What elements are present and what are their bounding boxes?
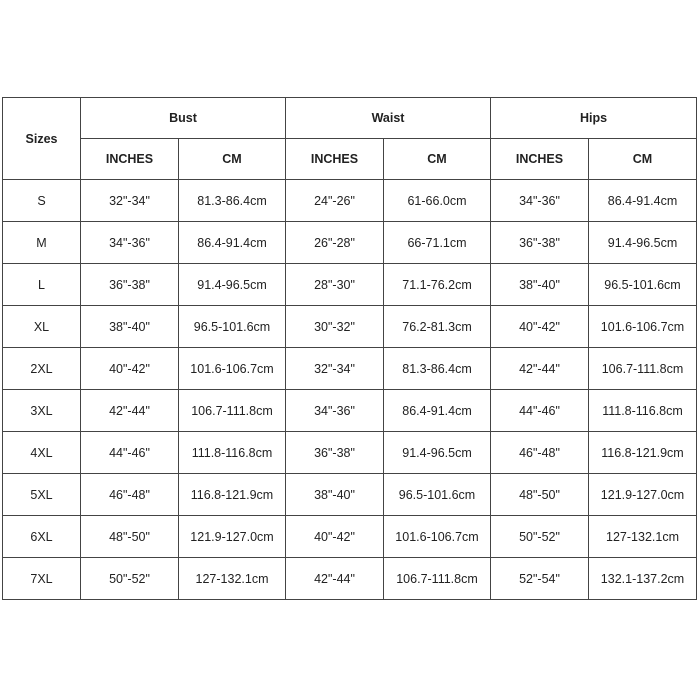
waist-header: Waist — [286, 98, 491, 139]
bust-cm-cell: 121.9-127.0cm — [179, 516, 286, 558]
waist-cm-cell: 101.6-106.7cm — [384, 516, 491, 558]
bust-cm-header: CM — [179, 139, 286, 180]
bust-inches-cell: 46"-48" — [81, 474, 179, 516]
waist-inches-cell: 26"-28" — [286, 222, 384, 264]
waist-inches-cell: 42"-44" — [286, 558, 384, 600]
table-row — [3, 432, 697, 474]
waist-inches-cell: 40"-42" — [286, 516, 384, 558]
hips-inches-cell: 40"-42" — [491, 306, 589, 348]
bust-cm-cell: 91.4-96.5cm — [179, 264, 286, 306]
bust-cm-cell: 86.4-91.4cm — [179, 222, 286, 264]
waist-cm-cell: 86.4-91.4cm — [384, 390, 491, 432]
hips-cm-cell: 96.5-101.6cm — [589, 264, 697, 306]
hips-header: Hips — [491, 98, 697, 139]
table-row — [3, 180, 697, 222]
waist-cm-cell: 81.3-86.4cm — [384, 348, 491, 390]
hips-inches-cell: 36"-38" — [491, 222, 589, 264]
size-rows — [3, 180, 697, 600]
unit-header-row — [3, 139, 697, 180]
hips-inches-cell: 50"-52" — [491, 516, 589, 558]
bust-cm-cell: 116.8-121.9cm — [179, 474, 286, 516]
hips-inches-cell: 48"-50" — [491, 474, 589, 516]
hips-inches-cell: 42"-44" — [491, 348, 589, 390]
table-row — [3, 306, 697, 348]
bust-inches-cell: 32"-34" — [81, 180, 179, 222]
hips-cm-cell: 111.8-116.8cm — [589, 390, 697, 432]
size-cell: 2XL — [3, 348, 81, 390]
waist-cm-cell: 76.2-81.3cm — [384, 306, 491, 348]
group-header-row — [3, 98, 697, 139]
table-row — [3, 390, 697, 432]
hips-inches-cell: 38"-40" — [491, 264, 589, 306]
table-row — [3, 222, 697, 264]
bust-inches-cell: 38"-40" — [81, 306, 179, 348]
waist-inches-cell: 28"-30" — [286, 264, 384, 306]
table-row — [3, 348, 697, 390]
bust-cm-cell: 111.8-116.8cm — [179, 432, 286, 474]
hips-cm-cell: 101.6-106.7cm — [589, 306, 697, 348]
bust-cm-cell: 127-132.1cm — [179, 558, 286, 600]
table-row — [3, 516, 697, 558]
size-cell: M — [3, 222, 81, 264]
bust-inches-cell: 48"-50" — [81, 516, 179, 558]
waist-cm-header: CM — [384, 139, 491, 180]
hips-cm-cell: 91.4-96.5cm — [589, 222, 697, 264]
waist-cm-cell: 61-66.0cm — [384, 180, 491, 222]
bust-cm-cell: 96.5-101.6cm — [179, 306, 286, 348]
bust-cm-cell: 81.3-86.4cm — [179, 180, 286, 222]
size-cell: 6XL — [3, 516, 81, 558]
size-cell: S — [3, 180, 81, 222]
hips-inches-cell: 52"-54" — [491, 558, 589, 600]
bust-header: Bust — [81, 98, 286, 139]
table-row — [3, 474, 697, 516]
size-cell: XL — [3, 306, 81, 348]
hips-inches-header: INCHES — [491, 139, 589, 180]
waist-cm-cell: 71.1-76.2cm — [384, 264, 491, 306]
bust-inches-cell: 44"-46" — [81, 432, 179, 474]
size-cell: 3XL — [3, 390, 81, 432]
hips-cm-cell: 132.1-137.2cm — [589, 558, 697, 600]
waist-inches-cell: 38"-40" — [286, 474, 384, 516]
waist-cm-cell: 106.7-111.8cm — [384, 558, 491, 600]
bust-inches-cell: 36"-38" — [81, 264, 179, 306]
waist-cm-cell: 91.4-96.5cm — [384, 432, 491, 474]
table-row — [3, 264, 697, 306]
sizes-header: Sizes — [3, 98, 81, 180]
bust-cm-cell: 106.7-111.8cm — [179, 390, 286, 432]
bust-cm-cell: 101.6-106.7cm — [179, 348, 286, 390]
hips-inches-cell: 34"-36" — [491, 180, 589, 222]
hips-cm-cell: 121.9-127.0cm — [589, 474, 697, 516]
hips-cm-cell: 116.8-121.9cm — [589, 432, 697, 474]
bust-inches-cell: 42"-44" — [81, 390, 179, 432]
waist-inches-cell: 34"-36" — [286, 390, 384, 432]
hips-cm-header: CM — [589, 139, 697, 180]
bust-inches-cell: 40"-42" — [81, 348, 179, 390]
hips-cm-cell: 106.7-111.8cm — [589, 348, 697, 390]
waist-inches-cell: 30"-32" — [286, 306, 384, 348]
table-row — [3, 558, 697, 600]
waist-inches-cell: 32"-34" — [286, 348, 384, 390]
hips-cm-cell: 127-132.1cm — [589, 516, 697, 558]
waist-inches-cell: 36"-38" — [286, 432, 384, 474]
size-cell: L — [3, 264, 81, 306]
hips-cm-cell: 86.4-91.4cm — [589, 180, 697, 222]
size-cell: 7XL — [3, 558, 81, 600]
bust-inches-cell: 50"-52" — [81, 558, 179, 600]
bust-inches-cell: 34"-36" — [81, 222, 179, 264]
waist-inches-header: INCHES — [286, 139, 384, 180]
bust-inches-header: INCHES — [81, 139, 179, 180]
waist-cm-cell: 96.5-101.6cm — [384, 474, 491, 516]
hips-inches-cell: 46"-48" — [491, 432, 589, 474]
size-cell: 5XL — [3, 474, 81, 516]
waist-inches-cell: 24"-26" — [286, 180, 384, 222]
waist-cm-cell: 66-71.1cm — [384, 222, 491, 264]
hips-inches-cell: 44"-46" — [491, 390, 589, 432]
size-chart-table — [2, 97, 697, 600]
size-cell: 4XL — [3, 432, 81, 474]
